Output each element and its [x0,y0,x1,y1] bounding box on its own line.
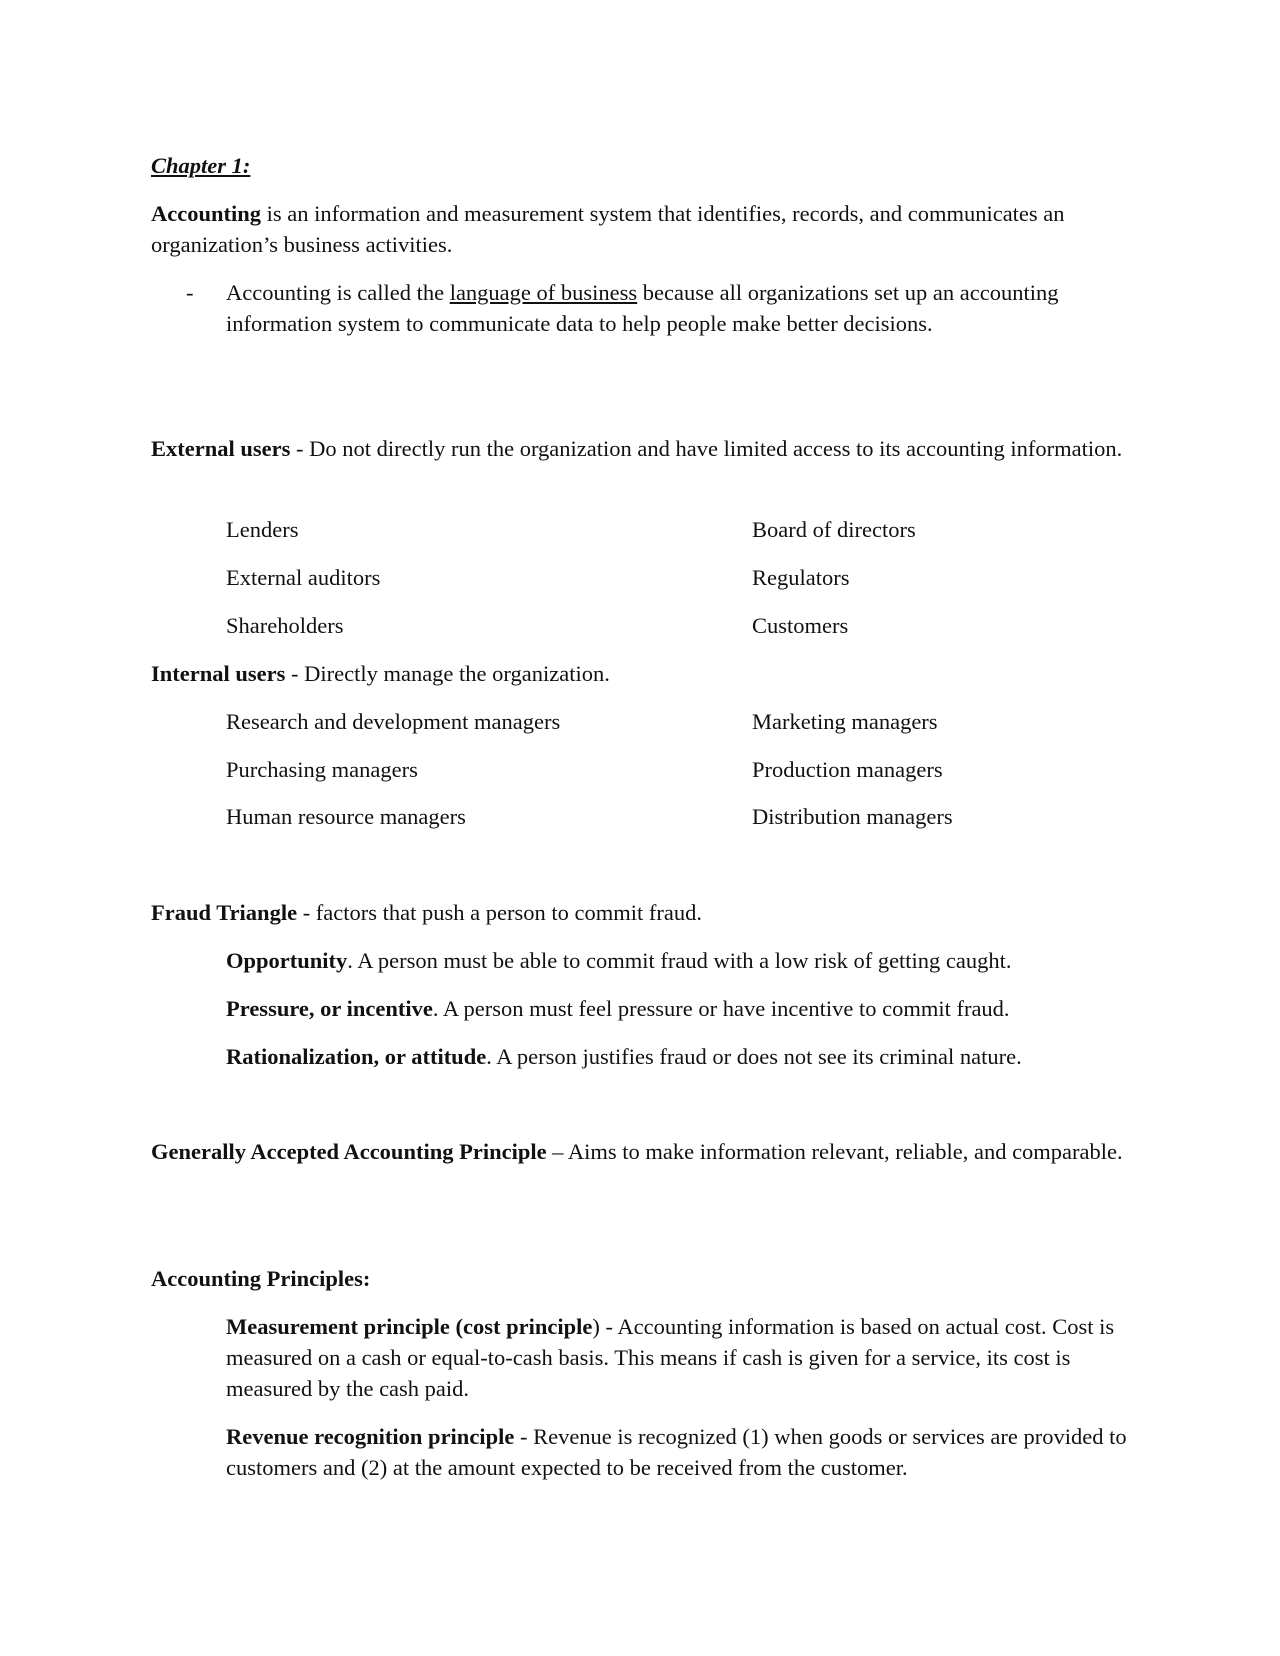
fraud-factor-text: . A person must be able to commit fraud with a low risk of getting caught. [347,948,1012,973]
accounting-term: Accounting [151,201,262,226]
external-users-text: - Do not directly run the organization and have limited access to its accounting information. [290,436,1123,461]
fraud-factor-item [226,993,1156,1024]
internal-user-item: Distribution managers [752,804,953,829]
fraud-factor-term: Rationalization, or attitude [226,1044,487,1069]
external-user-item: Shareholders [226,613,344,638]
principle-item [226,1421,1136,1483]
principle-term: Revenue recognition principle [226,1424,515,1449]
external-user-item: Regulators [752,565,850,590]
accounting-definition-text: is an information and measurement system that identifies, records, and communicates an organization’s business activities. [151,201,1065,257]
accounting-principles-heading-text: Accounting Principles: [151,1266,371,1291]
gaap-term: Generally Accepted Accounting Principle [151,1139,547,1164]
internal-users-definition [151,658,1136,689]
internal-user-item: Purchasing managers [226,757,418,782]
principle-text: ) - Accounting information is based on actual cost. Cost is measured on a cash or equal-to-cash basis. This means if cash is given for a service, its cost is measured by the cash paid. [226,1314,1115,1401]
language-of-business-underlined: language of business [449,280,638,305]
gaap-definition [151,1136,1136,1167]
principle-item [226,1311,1136,1404]
gaap-text: – Aims to make information relevant, reliable, and comparable. [546,1139,1123,1164]
fraud-triangle-definition [151,897,1136,928]
principle-text: - Revenue is recognized (1) when goods or services are provided to customers and (2) at the amount expected to be received from the customer. [226,1424,1127,1480]
internal-user-item: Human resource managers [226,804,466,829]
fraud-factor-text: . A person justifies fraud or does not see its criminal nature. [486,1044,1022,1069]
internal-user-item: Production managers [752,757,943,782]
language-of-business-bullet [226,277,1136,339]
internal-users-term: Internal users [151,661,286,686]
internal-user-item: Marketing managers [752,709,938,734]
fraud-factor-item [226,1041,1156,1072]
fraud-triangle-term: Fraud Triangle [151,900,298,925]
external-user-item: External auditors [226,565,381,590]
fraud-factor-text: . A person must feel pressure or have incentive to commit fraud. [432,996,1010,1021]
bullet-text-before: Accounting is called the [226,280,450,305]
fraud-factor-term: Opportunity [226,948,348,973]
fraud-factor-term: Pressure, or incentive [226,996,433,1021]
fraud-triangle-text: - factors that push a person to commit fraud. [297,900,702,925]
bullet-dash: - [186,280,194,305]
external-user-item: Lenders [226,517,299,542]
external-users-term: External users [151,436,291,461]
internal-user-item: Research and development managers [226,709,561,734]
accounting-definition [151,198,1136,260]
fraud-factor-item [226,945,1156,976]
bullet-text-after: because all organizations set up an accounting information system to communicate data to help people make better decisions. [226,280,1059,336]
principle-term: Measurement principle (cost principle [226,1314,593,1339]
external-user-item: Customers [752,613,849,638]
internal-users-text: - Directly manage the organization. [285,661,610,686]
external-user-item: Board of directors [752,517,916,542]
chapter-title: Chapter 1: [151,153,251,178]
accounting-principles-heading [151,1263,1136,1294]
external-users-definition [151,433,1136,464]
